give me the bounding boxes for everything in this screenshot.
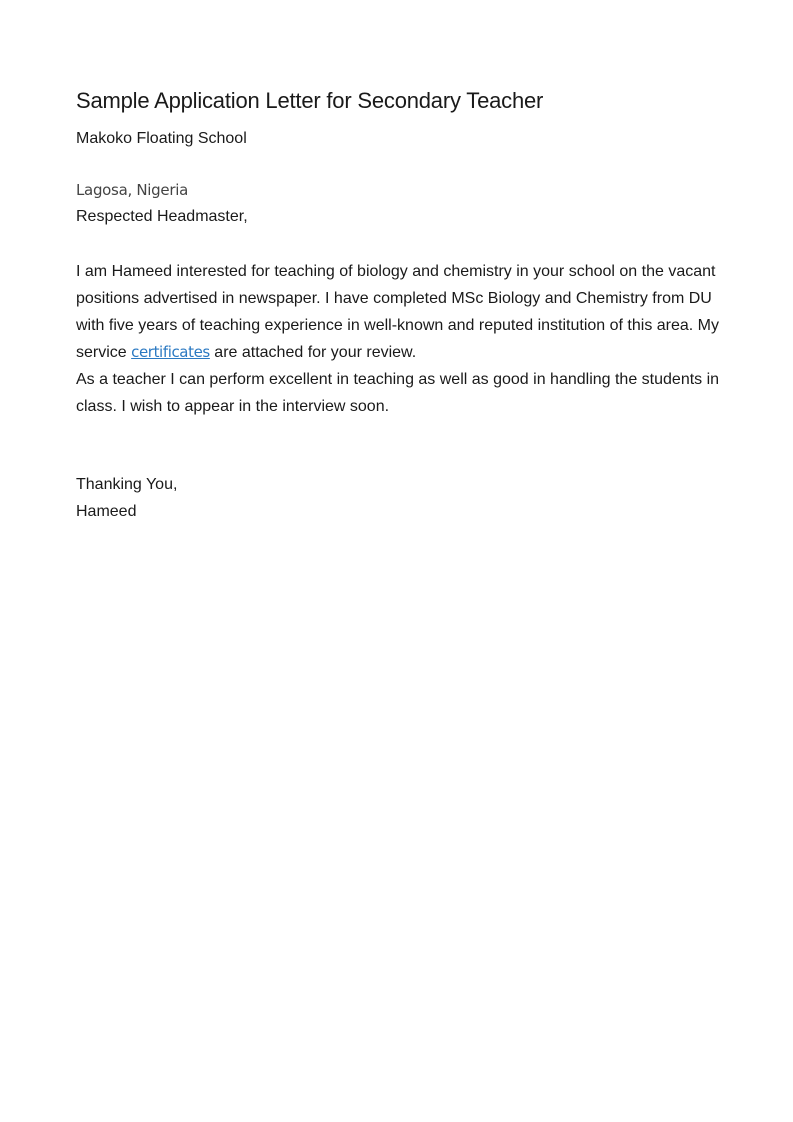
letter-body <box>76 258 726 420</box>
paragraph-1 <box>76 258 726 366</box>
paragraph-2: As a teacher I can perform excellent in teaching as well as good in handling the students in class. I wish to appear in the interview soon. <box>76 371 720 415</box>
salutation: Respected Headmaster, <box>76 208 248 225</box>
school-name: Makoko Floating School <box>76 130 247 147</box>
document-title: Sample Application Letter for Secondary Teacher <box>76 88 544 113</box>
closing-line: Thanking You, <box>76 476 178 493</box>
signature-name: Hameed <box>76 503 137 520</box>
location: Lagosa, Nigeria <box>76 181 188 199</box>
certificates-link[interactable]: certificates <box>131 343 210 361</box>
paragraph-1-text-end: are attached for your review. <box>209 344 417 361</box>
closing-block <box>76 471 177 525</box>
paragraph-1-text-start: I am Hameed interested for teaching of biology and chemistry in your school on the vacant positions advertised in newspaper. I have completed MSc Biology and Chemistry from DU with five years of teaching experience in well-known and reputed institution of this area. My service <box>76 263 720 361</box>
